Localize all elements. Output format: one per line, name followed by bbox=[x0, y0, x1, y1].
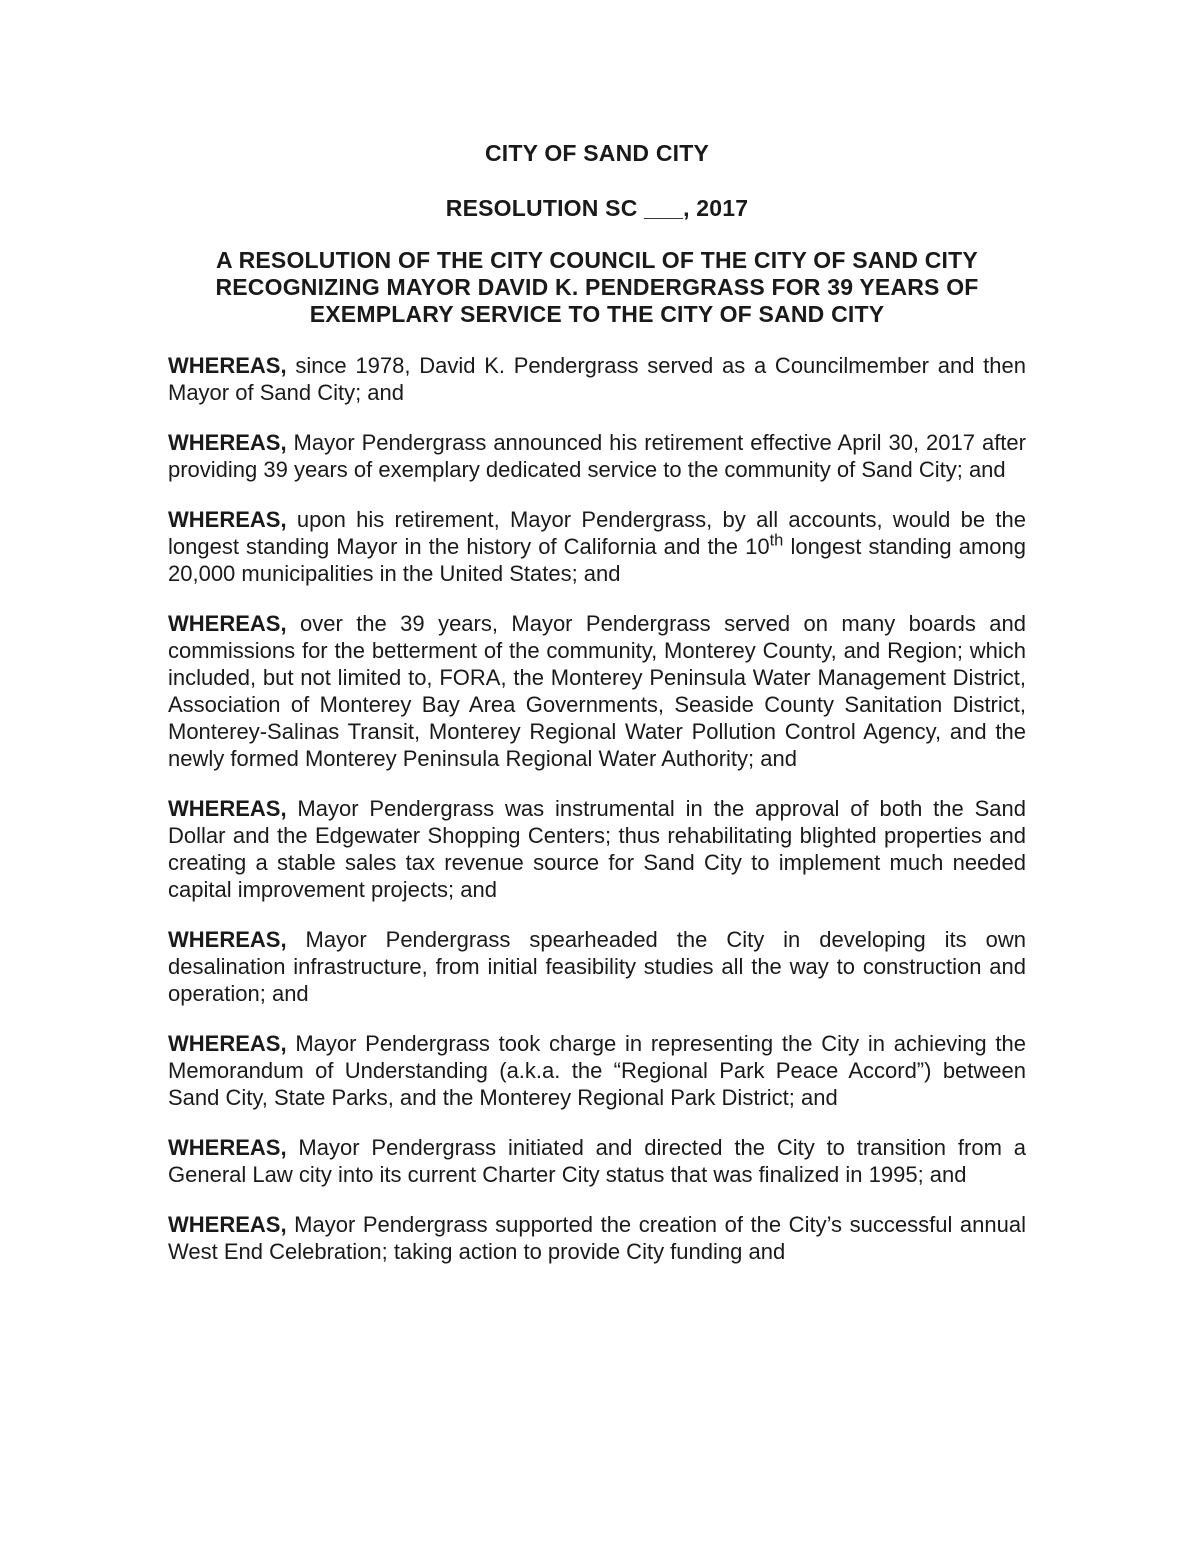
whereas-lead: WHEREAS, bbox=[168, 611, 287, 636]
whereas-lead: WHEREAS, bbox=[168, 1135, 287, 1160]
whereas-paragraph bbox=[168, 1134, 1026, 1188]
whereas-lead: WHEREAS, bbox=[168, 430, 287, 455]
whereas-text: since 1978, David K. Pendergrass served as a Councilmember and then Mayor of Sand City; and bbox=[168, 353, 1026, 405]
whereas-text: Mayor Pendergrass was instrumental in the approval of both the Sand Dollar and the Edgewater Shopping Centers; thus rehabilitating blighted properties and creating a stable sales tax revenue source for Sand City to implement much needed capital improvement projects; and bbox=[168, 796, 1026, 902]
whereas-lead: WHEREAS, bbox=[168, 927, 287, 952]
whereas-lead: WHEREAS, bbox=[168, 353, 287, 378]
whereas-paragraph bbox=[168, 926, 1026, 1007]
whereas-paragraph bbox=[168, 610, 1026, 772]
whereas-text: Mayor Pendergrass supported the creation of the City’s successful annual West End Celebration; taking action to provide City funding and bbox=[168, 1212, 1026, 1264]
whereas-text: Mayor Pendergrass initiated and directed the City to transition from a General Law city into its current Charter City status that was finalized in 1995; and bbox=[168, 1135, 1026, 1187]
whereas-text: upon his retirement, Mayor Pendergrass, by all accounts, would be the longest standing Mayor in the history of California and the 10 bbox=[168, 507, 1026, 559]
resolution-heading: A RESOLUTION OF THE CITY COUNCIL OF THE CITY OF SAND CITY RECOGNIZING MAYOR DAVID K. PENDERGRASS FOR 39 YEARS OF EXEMPLARY SERVICE TO THE CITY OF SAND CITY bbox=[215, 247, 979, 327]
whereas-paragraph bbox=[168, 1030, 1026, 1111]
whereas-paragraph bbox=[168, 429, 1026, 483]
whereas-text: Mayor Pendergrass took charge in representing the City in achieving the Memorandum of Understanding (a.k.a. the “Regional Park Peace Accord”) between Sand City, State Parks, and the Monterey Regional Park District; and bbox=[168, 1031, 1026, 1110]
ordinal-superscript: th bbox=[769, 531, 784, 550]
whereas-lead: WHEREAS, bbox=[168, 507, 287, 532]
whereas-lead: WHEREAS, bbox=[168, 796, 287, 821]
whereas-lead: WHEREAS, bbox=[168, 1212, 287, 1237]
whereas-paragraph bbox=[168, 1211, 1026, 1265]
whereas-text: Mayor Pendergrass announced his retirement effective April 30, 2017 after providing 39 years of exemplary dedicated service to the community of Sand City; and bbox=[168, 430, 1026, 482]
whereas-text: Mayor Pendergrass spearheaded the City in developing its own desalination infrastructure, from initial feasibility studies all the way to construction and operation; and bbox=[168, 927, 1026, 1006]
document-title: CITY OF SAND CITY bbox=[484, 140, 710, 166]
whereas-paragraph bbox=[168, 506, 1026, 587]
whereas-paragraph bbox=[168, 352, 1026, 406]
whereas-text: over the 39 years, Mayor Pendergrass served on many boards and commissions for the betterment of the community, Monterey County, and Region; which included, but not limited to, FORA, the Monterey Peninsula Water Management District, Association of Monterey Bay Area Governments, Seaside County Sanitation District, Monterey-Salinas Transit, Monterey Regional Water Pollution Control Agency, and the newly formed Monterey Peninsula Regional Water Authority; and bbox=[168, 611, 1026, 771]
whereas-text: longest standing among 20,000 municipalities in the United States; and bbox=[168, 534, 1026, 586]
resolution-number-line: RESOLUTION SC ___, 2017 bbox=[445, 195, 749, 221]
whereas-lead: WHEREAS, bbox=[168, 1031, 287, 1056]
whereas-paragraph bbox=[168, 795, 1026, 903]
